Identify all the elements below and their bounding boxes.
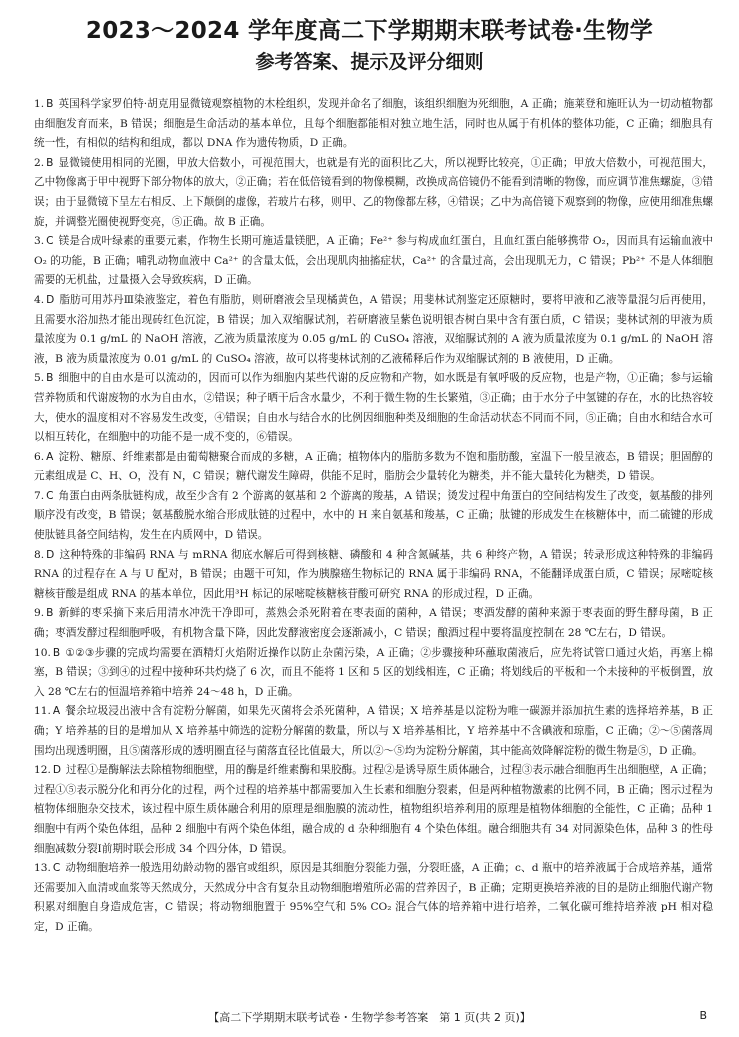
answer-explanation: 脂肪可用苏丹Ⅲ染液鉴定，着色有脂肪，则研磨液会呈现橘黄色，A 错误；用斐林试剂鉴定还原糖时，要将甲液和乙液等量混匀后再使用，且需要水浴加热才能出现砖红色沉淀，B 错误；加入双缩脲试剂，若研磨液呈紫色说明银杏树白果中含有蛋白质，C 错误；斐林试剂的甲液为质量浓度为 0.1 g/mL 的 NaOH 溶液，乙液为质量浓度为 0.05 g/mL 的 CuSO₄ 溶液，双缩脲试剂的 A 液为质量浓度为 0.1 g/mL 的 NaOH 溶液，B 液为质量浓度为 0.01 g/mL 的 CuSO₄ 溶液，故可以将斐林试剂的乙液稀释后作为双缩脲试剂的 B 液使用，D 正确。 xyxy=(34,293,713,365)
answer-item xyxy=(34,859,713,937)
footer-text: 【高二下学期期末联考试卷・生物学参考答案 第 1 页(共 2 页)】 xyxy=(208,1011,531,1024)
answer-choice: C xyxy=(46,489,54,502)
question-number: 6. xyxy=(34,450,45,463)
question-number: 11. xyxy=(34,705,51,718)
page-footer xyxy=(0,1009,739,1025)
answer-item xyxy=(34,644,713,703)
answer-choice: C xyxy=(46,235,54,248)
answer-item xyxy=(34,761,713,859)
answer-explanation: 镁是合成叶绿素的重要元素，作物生长期可施适量镁肥，A 正确；Fe²⁺ 参与构成血红蛋白，且血红蛋白能够携带 O₂，因而具有运输血液中 O₂ 的功能，B 正确；哺乳动物血液中 Ca²⁺ 的含量太低，会出现肌肉抽搐症状，Ca²⁺ 的含量过高，会出现肌无力，C 错误；Pb²⁺ 不是人体细胞需要的无机盐，过量摄入会导致疾病，D 正确。 xyxy=(34,235,713,287)
answer-explanation: 细胞中的自由水是可以流动的，因而可以作为细胞内某些代谢的反应物和产物，如水既是有氧呼吸的反应物，也是产物，①正确；参与运输营养物质和代谢废物的水为自由水，②错误；种子晒干后含水量少，不利于微生物的生长繁殖，③正确；由于水分子中氢键的存在，水的比热容较大，使水的温度相对不容易发生改变，④错误；自由水与结合水的比例因细胞种类及细胞的生命活动状态不同而不同，⑤正确；自由水和结合水可以相互转化，在细胞中的功能不是一成不变的，⑥错误。 xyxy=(34,372,713,444)
answer-explanation: 英国科学家罗伯特·胡克用显微镜观察植物的木栓组织，发现并命名了细胞，该组织细胞为死细胞，A 正确；施莱登和施旺认为一切动植物都由细胞发育而来，B 错误；细胞是生命活动的基本单位，且每个细胞都能相对独立地生活，同时也从属于有机体的整体功能，C 正确；细胞具有统一性，有相似的结构和组成，都以 DNA 作为遗传物质，D 正确。 xyxy=(34,98,713,150)
answer-choice: D xyxy=(52,764,62,777)
answer-item xyxy=(34,154,713,232)
answer-explanation: 显微镜使用相同的光圈，甲放大倍数小，可视范围大，也就是有光的面积比乙大，所以视野比较亮，①正确；甲放大倍数小，可视范围大，乙中物像离于甲中视野下部分物体的放大，②正确；若在低倍镜看到的物像模糊，改换成高倍镜仍不能看到清晰的物像，而应调节准焦螺旋，③错误；由于显微镜下呈左右相反、上下颠倒的虚像，若玻片右移，则甲、乙的物像都左移，④错误；乙中为高倍镜下观察到的物像，应使用细准焦螺旋，并调整光圈使视野变亮，⑤正确。故 B 正确。 xyxy=(34,156,713,228)
answer-choice: D xyxy=(46,293,55,306)
answer-choice: B xyxy=(52,646,61,659)
question-number: 13. xyxy=(34,862,51,875)
question-number: 12. xyxy=(34,764,51,777)
question-number: 2. xyxy=(34,156,45,169)
answer-explanation: ①②③步骤的完成均需要在酒精灯火焰附近操作以防止杂菌污染，A 正确；②步骤接种环蘸取菌液后，应先将试管口通过火焰，再塞上棉塞，B 错误；③到④的过程中接种环共灼烧了 6 次，而且不能将 1 区和 5 区的划线相连，C 正确；将划线后的平板和一个未接种的平板倒置，放入 28 ℃左右的恒温培养箱中培养 24～48 h，D 正确。 xyxy=(34,646,713,698)
answer-item xyxy=(34,702,713,761)
answer-item xyxy=(34,291,713,369)
answer-item xyxy=(34,546,713,605)
answer-choice: B xyxy=(46,156,54,169)
question-number: 8. xyxy=(34,548,45,561)
answer-list xyxy=(34,95,713,938)
answer-choice: A xyxy=(46,450,54,463)
answer-explanation: 餐余垃圾浸出液中含有淀粉分解菌，如果先灭菌将会杀死菌种，A 错误；X 培养基是以淀粉为唯一碳源并添加抗生素的选择培养基，B 正确；Y 培养基的目的是增加从 X 培养基中筛选的淀粉分解菌的数量，所以与 X 培养基相比，Y 培养基中不含碘液和琼脂，C 正确；②～⑤菌落周围均出现透明圈，且⑤菌落形成的透明圈直径与菌落直径比值最大，所以②～⑤均为淀粉分解菌，其中能高效降解淀粉的微生物是⑤，D 正确。 xyxy=(34,705,713,757)
answer-explanation: 淀粉、糖原、纤维素都是由葡萄糖聚合而成的多糖，A 正确；植物体内的脂肪多数为不饱和脂肪酸，室温下一般呈液态，B 错误；胆固醇的元素组成是 C、H、O，没有 N，C 错误；糖代谢发生障碍，供能不足时，脂肪会少量转化为糖类，并不能大量转化为糖类，D 错误。 xyxy=(34,450,713,483)
answer-choice: C xyxy=(52,862,61,875)
question-number: 1. xyxy=(34,98,45,110)
answer-explanation: 动物细胞培养一般选用幼龄动物的器官或组织，原因是其细胞分裂能力强，分裂旺盛，A 正确；c、d 瓶中的培养液属于合成培养基，通常还需要加入血清或血浆等天然成分，天然成分中含有复杂且动物细胞增殖所必需的营养因子，B 正确；定期更换培养液的目的是防止细胞代谢产物积累对细胞自身造成危害，C 错误；将动物细胞置于 95%空气和 5% CO₂ 混合气体的培养箱中进行培养，二氧化碳可维持培养液 pH 相对稳定，D 正确。 xyxy=(34,862,713,933)
answer-choice: B xyxy=(46,98,54,110)
page-subtitle: 参考答案、提示及评分细则 xyxy=(255,51,484,73)
answer-item xyxy=(34,448,713,487)
answer-choice: D xyxy=(46,548,55,561)
answer-item xyxy=(34,487,713,546)
answer-item xyxy=(34,232,713,291)
answer-explanation: 新鲜的枣采摘下来后用清水冲洗干净即可，蒸熟会杀死附着在枣表面的菌种，A 错误；枣酒发酵的菌种来源于枣表面的野生酵母菌，B 正确；枣酒发酵过程细胞呼吸，有机物含量下降，因此发酵液密度会逐渐减小，C 错误；酿酒过程中要将温度控制在 28 ℃左右，D 错误。 xyxy=(34,607,713,640)
answer-explanation: 角蛋白由两条肽链构成，故至少含有 2 个游离的氨基和 2 个游离的羧基，A 错误；烫发过程中角蛋白的空间结构发生了改变，氨基酸的排列顺序没有改变，B 错误；氨基酸脱水缩合形成肽链的过程中，水中的 H 来自氨基和羧基，C 正确；肽键的形成发生在核糖体中，而二硫键的形成使肽链具备空间结构，发生在内质网中，D 错误。 xyxy=(34,489,713,542)
answer-choice: B xyxy=(46,607,54,620)
question-number: 9. xyxy=(34,607,45,620)
answer-item xyxy=(34,95,713,154)
answer-explanation: 过程①是酶解法去除植物细胞壁，用的酶是纤维素酶和果胶酶。过程②是诱导原生质体融合，过程③表示融合细胞再生出细胞壁，A 正确；过程①⑤表示脱分化和再分化的过程，两个过程的培养基中都需要加入生长素和细胞分裂素，但是两种植物激素的比例不同，B 正确；图示过程为植物体细胞杂交技术，该过程中原生质体融合利用的原理是细胞膜的流动性，植物组织培养利用的原理是植物体细胞的全能性，C 正确；品种 1 细胞中有两个染色体组，品种 2 细胞中有两个染色体组，融合成的 d 杂种细胞有 4 个染色体组。融合细胞共有 34 对同源染色体，品种 3 的性母细胞减数分裂Ⅰ前期时联会形成 34 个四分体，D 错误。 xyxy=(34,764,713,855)
answer-item xyxy=(34,369,713,447)
question-number: 7. xyxy=(34,489,45,502)
answer-choice: B xyxy=(46,372,54,385)
answer-explanation: 这种特殊的非编码 RNA 与 mRNA 彻底水解后可得到核糖、磷酸和 4 种含氮碱基，共 6 种终产物，A 错误；转录形成这种特殊的非编码 RNA 的过程存在 A 与 U 配对，B 错误；由题干可知，作为胰腺癌生物标记的 RNA 属于非编码 RNA，不能翻译成蛋白质，C 错误；尿嘧啶核糖核苷酸是组成 RNA 的基本单位，因此用³H 标记的尿嘧啶核糖核苷酸可研究 RNA 的形成过程，D 正确。 xyxy=(34,548,713,600)
paper-version-letter: B xyxy=(699,1009,707,1022)
page-title: 2023～2024 学年度高二下学期期末联考试卷·生物学 xyxy=(85,18,654,44)
question-number: 10. xyxy=(34,646,51,659)
answer-choice: A xyxy=(52,705,61,718)
question-number: 3. xyxy=(34,235,45,248)
answer-item xyxy=(34,604,713,643)
question-number: 5. xyxy=(34,372,45,385)
question-number: 4. xyxy=(34,293,45,306)
